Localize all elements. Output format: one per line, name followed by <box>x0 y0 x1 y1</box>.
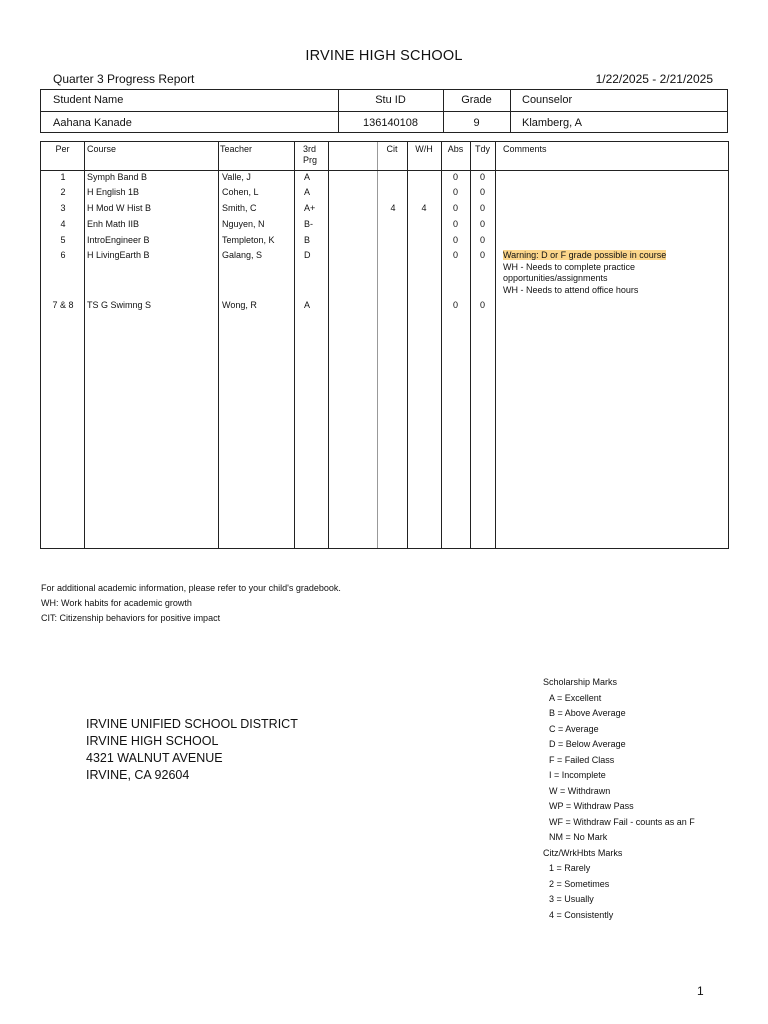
row-tdy: 0 <box>479 172 485 182</box>
col-header-per: Per <box>55 144 70 154</box>
grade-label: Grade <box>461 94 492 106</box>
row-teacher: Cohen, L <box>222 187 259 197</box>
row-teacher: Valle, J <box>222 172 251 182</box>
row-teacher: Smith, C <box>222 203 257 213</box>
report-title: Quarter 3 Progress Report <box>53 72 195 86</box>
col-header-course: Course <box>87 144 117 154</box>
row-cit: 4 <box>390 203 396 213</box>
row-grade: A+ <box>304 203 316 213</box>
note-cit: CIT: Citizenship behaviors for positive impact <box>41 613 221 623</box>
col-header-wh: W/H <box>415 144 433 154</box>
col-header-tdy: Tdy <box>474 144 490 154</box>
student-id-label: Stu ID <box>375 94 406 106</box>
scholarship-marks-title: Scholarship Marks <box>543 677 618 687</box>
school-title: IRVINE HIGH SCHOOL <box>305 48 463 64</box>
warning-comment: Warning: D or F grade possible in course <box>503 250 667 260</box>
address-block <box>86 716 298 784</box>
row-period: 2 <box>60 187 66 197</box>
row-abs: 0 <box>452 219 458 229</box>
grade-value: 9 <box>473 117 480 129</box>
row-abs: 0 <box>452 235 458 245</box>
row-grade: B <box>304 235 311 245</box>
row-period: 1 <box>60 172 66 182</box>
row-course: H Mod W Hist B <box>87 203 152 213</box>
student-name-label: Student Name <box>53 94 124 106</box>
row-teacher: Nguyen, N <box>222 219 265 229</box>
student-id-value: 136140108 <box>362 117 419 129</box>
row-abs: 0 <box>452 203 458 213</box>
col-header-cit: Cit <box>386 144 398 154</box>
row-period: 3 <box>60 203 66 213</box>
address-line: IRVINE HIGH SCHOOL <box>86 734 219 748</box>
page-number: 1 <box>697 984 704 998</box>
row-period: 7 & 8 <box>52 300 74 310</box>
course-grid <box>40 141 729 549</box>
legend-item: WF = Withdraw Fail - counts as an F <box>549 816 695 827</box>
table-row <box>41 171 728 183</box>
note-gradebook: For additional academic information, please refer to your child's gradebook. <box>41 583 341 593</box>
legend-item: B = Above Average <box>549 708 626 718</box>
legend-item: W = Withdrawn <box>549 785 611 796</box>
comments-period-6 <box>503 250 725 296</box>
table-row <box>41 218 728 230</box>
table-row <box>41 186 728 198</box>
address-line: IRVINE, CA 92604 <box>86 768 190 782</box>
address-line: IRVINE UNIFIED SCHOOL DISTRICT <box>86 717 298 731</box>
row-tdy: 0 <box>479 235 485 245</box>
date-range: 1/22/2025 - 2/21/2025 <box>595 72 713 86</box>
student-name-value: Aahana Kanade <box>53 117 132 129</box>
row-tdy: 0 <box>479 250 485 260</box>
row-period: 5 <box>60 235 66 245</box>
row-abs: 0 <box>452 187 458 197</box>
legend-item: D = Below Average <box>549 739 626 749</box>
row-tdy: 0 <box>479 187 485 197</box>
row-course: IntroEngineer B <box>87 235 150 245</box>
counselor-label: Counselor <box>522 94 573 106</box>
table-row <box>41 202 728 214</box>
col-header-teacher: Teacher <box>220 144 253 154</box>
col-header-abs: Abs <box>447 144 464 154</box>
legend-item: A = Excellent <box>549 692 602 703</box>
address-line: 4321 WALNUT AVENUE <box>86 751 223 765</box>
citz-marks-title: Citz/WrkHbts Marks <box>543 847 623 858</box>
row-course: H LivingEarth B <box>87 250 150 260</box>
comment-line: WH - Needs to complete practice opportunities/assignments <box>503 261 636 283</box>
row-course: Symph Band B <box>87 172 148 182</box>
row-tdy: 0 <box>479 203 485 213</box>
row-course: H English 1B <box>87 187 140 197</box>
row-abs: 0 <box>452 172 458 182</box>
legend-item: I = Incomplete <box>549 770 606 780</box>
legend-item: F = Failed Class <box>549 754 615 765</box>
legend-item: WP = Withdraw Pass <box>549 801 634 811</box>
row-course: TS G Swimng S <box>87 300 152 310</box>
row-grade: A <box>304 172 311 182</box>
note-wh: WH: Work habits for academic growth <box>41 598 192 608</box>
row-grade: B- <box>304 219 313 229</box>
row-abs: 0 <box>452 250 458 260</box>
row-tdy: 0 <box>479 300 485 310</box>
counselor-value: Klamberg, A <box>522 117 582 129</box>
marks-legend <box>543 675 695 923</box>
row-grade: A <box>304 300 311 310</box>
legend-item: 4 = Consistently <box>549 909 614 920</box>
legend-item: 3 = Usually <box>549 894 594 904</box>
legend-item: 1 = Rarely <box>549 863 591 873</box>
col-header-3rd-prg: 3rd Prg <box>303 144 318 165</box>
row-grade: A <box>304 187 311 197</box>
row-period: 4 <box>60 219 66 229</box>
comment-line: WH - Needs to attend office hours <box>503 284 639 295</box>
row-abs: 0 <box>452 300 458 310</box>
legend-item: 2 = Sometimes <box>549 878 610 889</box>
row-period: 6 <box>60 250 66 260</box>
row-teacher: Wong, R <box>222 300 257 310</box>
row-teacher: Templeton, K <box>222 235 275 245</box>
row-teacher: Galang, S <box>222 250 263 260</box>
legend-item: NM = No Mark <box>549 832 608 842</box>
legend-item: C = Average <box>549 723 599 734</box>
student-info-box <box>40 89 728 133</box>
row-tdy: 0 <box>479 219 485 229</box>
row-wh: 4 <box>421 203 427 213</box>
table-row <box>41 299 728 311</box>
row-grade: D <box>304 250 311 260</box>
row-course: Enh Math IIB <box>87 219 140 229</box>
table-row <box>41 234 728 246</box>
col-header-comments: Comments <box>503 144 547 154</box>
